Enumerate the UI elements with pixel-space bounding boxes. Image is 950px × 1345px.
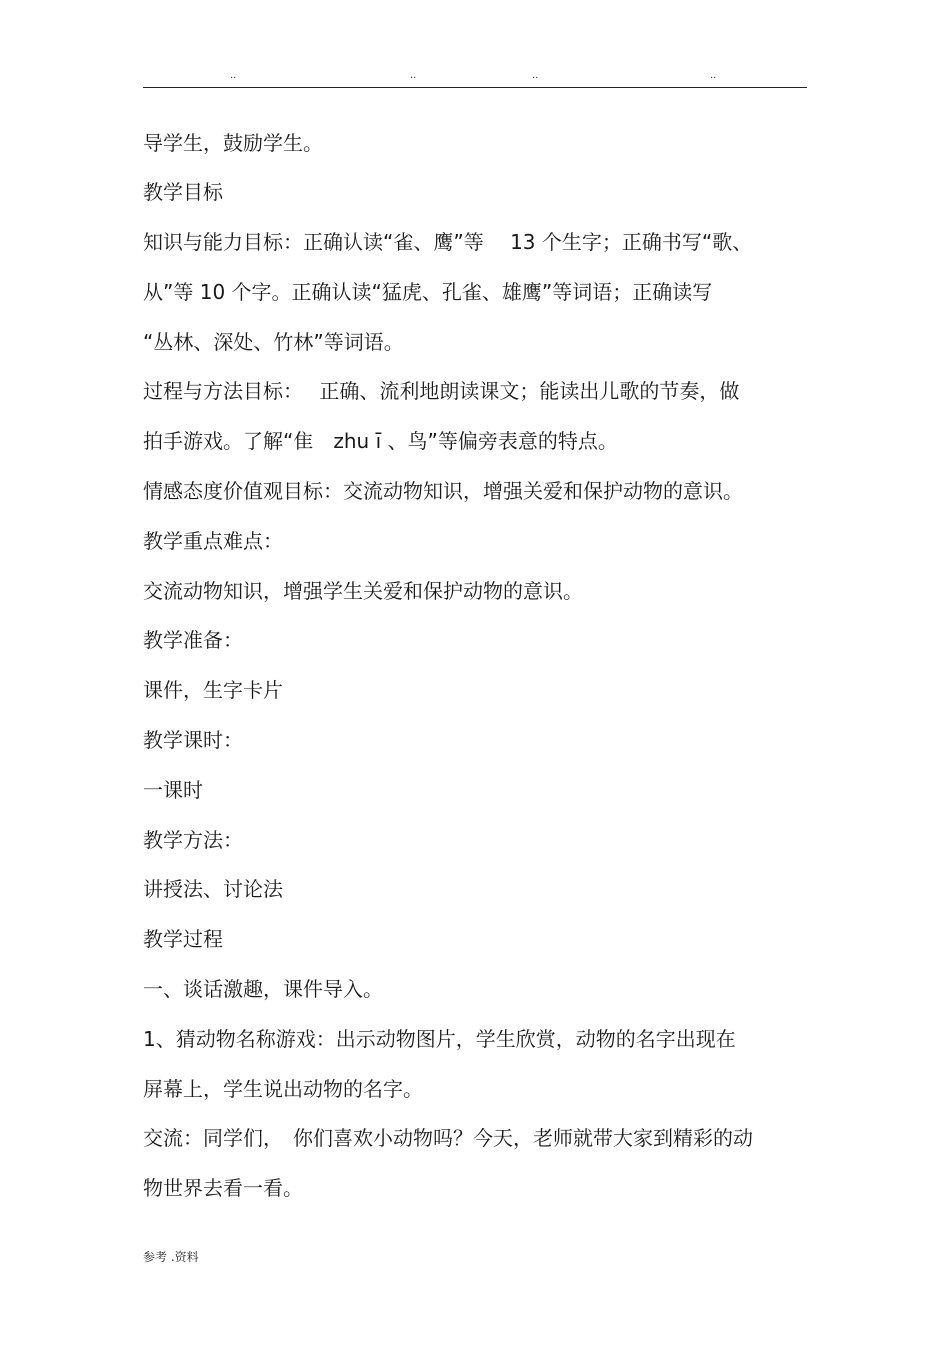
section-heading: 教学准备： [143,628,243,652]
header-mark: .. [710,70,717,81]
paragraph-line: 交流动物知识，增强学生关爱和保护动物的意识。 [143,579,583,603]
paragraph-line: 从”等 10 个字。正确认读“猛虎、孔雀、雄鹰”等词语；正确读写 [143,280,713,304]
header-mark: .. [532,70,539,81]
paragraph-line: 一课时 [143,778,203,802]
paragraph-line: 知识与能力目标：正确认读“雀、鹰”等 13 个生字；正确书写“歌、 [143,230,753,254]
paragraph-line: 物世界去看一看。 [143,1176,303,1200]
page-footer: 参考 .资料 [143,1250,199,1264]
section-heading: 教学目标 [143,180,223,204]
section-heading: 教学过程 [143,927,223,951]
paragraph-line: 一、谈话激趣，课件导入。 [143,977,383,1001]
paragraph-line: 1、猜动物名称游戏：出示动物图片，学生欣赏，动物的名字出现在 [143,1027,736,1051]
section-heading: 教学课时： [143,728,243,752]
paragraph-line: 讲授法、讨论法 [143,877,283,901]
section-heading: 教学重点难点： [143,529,283,553]
paragraph-line: 过程与方法目标： 正确、流利地朗读课文；能读出儿歌的节奏，做 [143,379,740,403]
header-mark: .. [410,70,417,81]
section-heading: 教学方法： [143,828,243,852]
paragraph-line: 情感态度价值观目标：交流动物知识，增强关爱和保护动物的意识。 [143,479,743,503]
paragraph-line: 拍手游戏。了解“隹 zhu ī 、鸟”等偏旁表意的特点。 [143,429,618,453]
header-rule [143,87,807,88]
paragraph-line: 课件，生字卡片 [143,678,283,702]
paragraph-line: 导学生，鼓励学生。 [143,131,323,155]
header-mark: .. [230,70,237,81]
paragraph-line: 屏幕上，学生说出动物的名字。 [143,1077,423,1101]
paragraph-line: 交流：同学们， 你们喜欢小动物吗？今天，老师就带大家到精彩的动 [143,1126,753,1150]
paragraph-line: “丛林、深处、竹林”等词语。 [143,330,404,354]
